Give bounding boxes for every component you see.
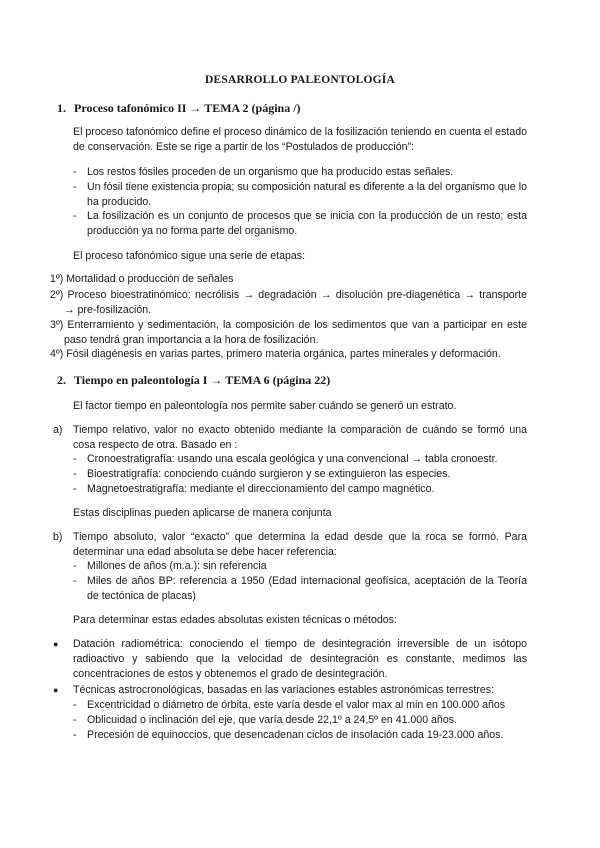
- item-a: [53, 423, 527, 453]
- item-a-subitem: - Cronoestratigrafía: usando una escala geológica y una convencional → tabla cronoestr.: [73, 453, 498, 465]
- postulado-item: [73, 165, 527, 180]
- dash-marker: -: [73, 166, 77, 178]
- section-2-number: 2.: [57, 373, 66, 387]
- bullet-item: [53, 683, 527, 698]
- section-2-title: Tiempo en paleontología I → TEMA 6 (página 22): [74, 373, 331, 387]
- item-a-subitem: - Bioestratigrafía: conociendo cuándo surgieron y se extinguieron las especies.: [73, 468, 451, 480]
- bullet-text: Datación radiométrica: conociendo el tiempo de desintegración irreversible de un isótopo radioactivo y sabiendo que la velocidad de desintegración es constante, medimos las concentraciones de estos y obtenemos el grado de desintegración.: [73, 638, 527, 680]
- postulado-text: La fosilización es un conjunto de procesos que se inicia con la producción de un resto; esta producción ya no forma parte del organismo.: [87, 210, 527, 237]
- etapa-item: 2º) Proceso bioestratinómico: necrólisis → degradación → disolución pre-diagenética → transporte → pre-fosilización.: [50, 289, 527, 316]
- item-a-text: Tiempo relativo, valor no exacto obtenido mediante la comparación de cuándo se formó una cosa respecto de otra. Basado en :: [73, 424, 527, 451]
- section-1-intro: El proceso tafonómico define el proceso dinámico de la fosilización teniendo en cuenta el estado de conservación. Este se rige a partir de los “Postulados de producción”:: [73, 126, 527, 153]
- item-a-marker: a): [53, 424, 63, 436]
- document-title: DESARROLLO PALEONTOLOGÍA: [204, 74, 395, 86]
- etapa-item: 3º) Enterramiento y sedimentación, la composición de los sedimentos que van a participar en este paso tendrá gran importancia a la hora de fosilización.: [50, 319, 527, 346]
- astro-subitem: - Precesión de equinoccios, que desencadenan ciclos de insolación cada 19-23.000 años.: [73, 729, 504, 741]
- section-1-heading: [57, 101, 301, 116]
- dash-marker: -: [73, 453, 77, 465]
- dash-marker: -: [73, 181, 77, 193]
- postulado-text: Los restos fósiles proceden de un organismo que ha producido estas señales.: [87, 166, 454, 178]
- bullet-marker: ●: [53, 639, 59, 649]
- item-a-subitem: - Magnetoestratigrafía: mediante el direccionamiento del campo magnético.: [73, 483, 435, 495]
- postulado-text: Un fósil tiene existencia propia; su composición natural es diferente a la del organismo que lo ha producido.: [87, 181, 527, 208]
- dash-marker: -: [73, 699, 77, 711]
- item-b-subitem: - Miles de años BP: referencia a 1950 (Edad internacional geofísica, aceptación de la Teoría de tectónica de placas): [73, 575, 527, 602]
- astro-subitem: - Excentricidad o diámetro de órbita, este varía desde el valor max al min en 100.000 años: [73, 699, 506, 711]
- section-1-title: Proceso tafonómico II → TEMA 2 (página /): [74, 101, 301, 115]
- etapas-intro: El proceso tafonómico sigue una serie de etapas:: [73, 250, 306, 262]
- postulado-item: [73, 209, 527, 239]
- bullet-item: [53, 637, 527, 682]
- etapa-item: 4º) Fósil diagénesis en varias partes, primero materia orgánica, partes minerales y deformación.: [50, 348, 501, 360]
- etapa-item: 1º) Mortalidad o producción de señales: [50, 273, 234, 285]
- bullet-text: Técnicas astrocronológicas, basadas en las variaciones estables astronómicas terrestres:: [73, 684, 495, 696]
- dash-marker: -: [73, 575, 77, 587]
- dash-marker: -: [73, 729, 77, 741]
- dash-marker: -: [73, 483, 77, 495]
- item-b: [53, 530, 527, 560]
- section-2-intro: El factor tiempo en paleontología nos permite saber cuándo se generó un estrato.: [73, 400, 457, 412]
- astro-subitem: - Oblicuidad o inclinación del eje, que varía desde 22,1º a 24,5º en 41.000 años.: [73, 714, 457, 726]
- section-2-heading: [57, 373, 330, 388]
- dash-marker: -: [73, 560, 77, 572]
- dash-marker: -: [73, 714, 77, 726]
- dash-marker: -: [73, 210, 77, 222]
- bullet-marker: ●: [53, 685, 59, 695]
- section-1-number: 1.: [57, 101, 66, 115]
- postulado-item: [73, 180, 527, 210]
- item-b-subitem: - Millones de años (m.a.): sin referencia: [73, 560, 267, 572]
- conjunta-note: Estas disciplinas pueden aplicarse de manera conjunta: [73, 507, 332, 519]
- dash-marker: -: [73, 468, 77, 480]
- item-b-text: Tiempo absoluto, valor “exacto” que determina la edad desde que la roca se formó. Para determinar una edad absoluta se debe hacer referencia:: [73, 531, 527, 558]
- item-b-marker: b): [53, 531, 63, 543]
- tecnicas-intro: Para determinar estas edades absolutas existen técnicas o métodos:: [73, 614, 397, 626]
